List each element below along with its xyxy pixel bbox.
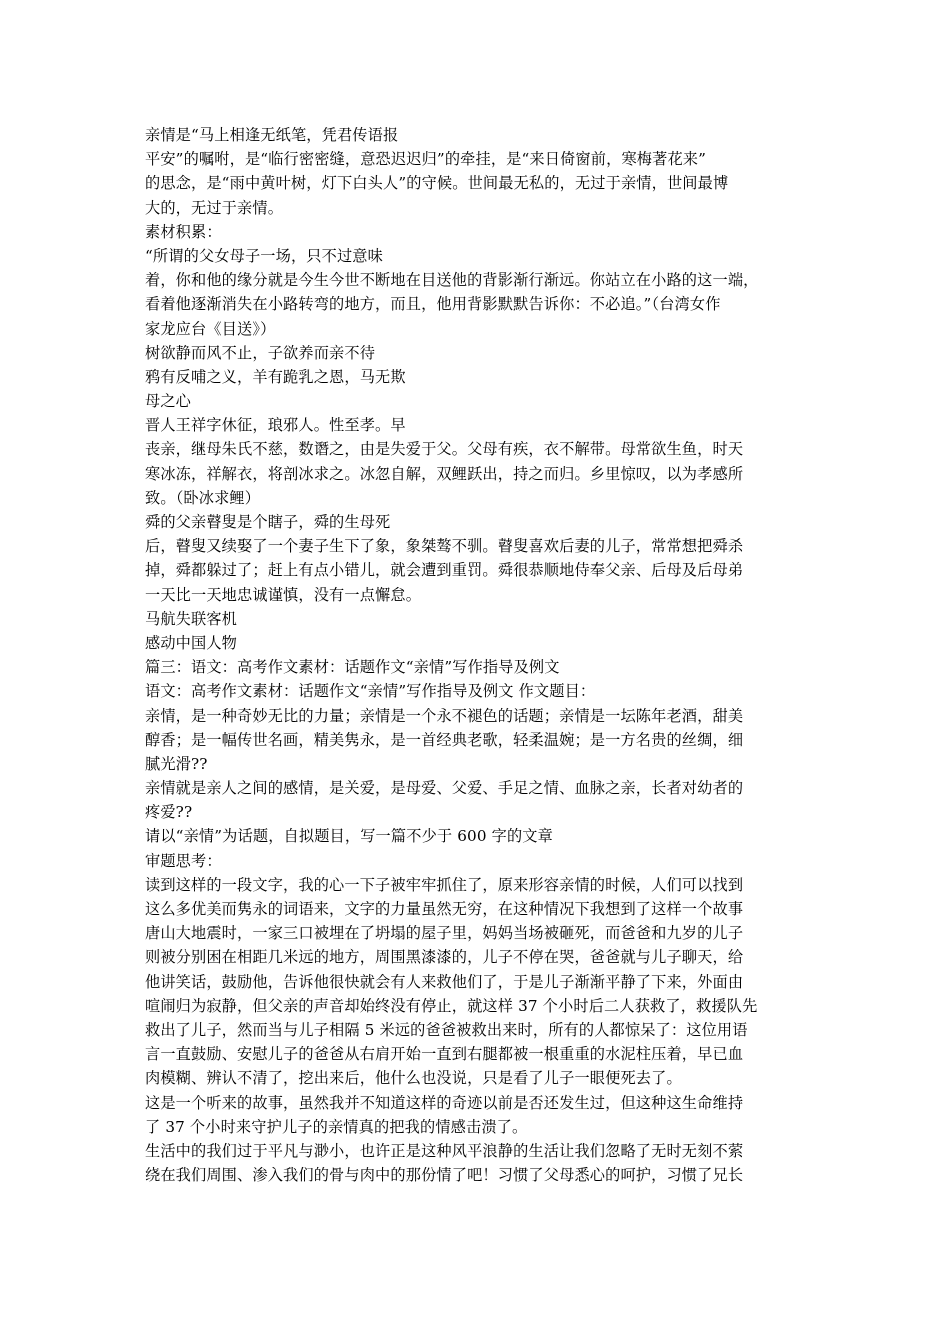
text-line: 读到这样的一段文字，我的心一下子被牢牢抓住了，原来形容亲情的时候，人们可以找到 xyxy=(145,875,744,894)
text-line: 丧亲，继母朱氏不慈，数谮之，由是失爱于父。父母有疾，衣不解带。母常欲生鱼，时天 xyxy=(145,440,744,459)
text-line: 唐山大地震时，一家三口被埋在了坍塌的屋子里，妈妈当场被砸死，而爸爸和九岁的儿子 xyxy=(145,924,744,943)
text-line: 鸦有反哺之义，羊有跪乳之恩，马无欺 xyxy=(145,367,406,386)
text-line: 舜的父亲瞽叟是个瞎子，舜的生母死 xyxy=(145,513,391,531)
text-line: 亲情是“马上相逢无纸笔，凭君传语报 xyxy=(145,126,399,144)
text-line: 这是一个听来的故事，虽然我并不知道这样的奇迹以前是否还发生过，但这种这生命维持 xyxy=(145,1093,744,1112)
text-line: 家龙应台《目送》） xyxy=(145,319,276,338)
text-line: 大的，无过于亲情。 xyxy=(145,198,284,217)
text-line: 寒冰冻，祥解衣，将剖冰求之。冰忽自解，双鲤跃出，持之而归。乡里惊叹，以为孝感所 xyxy=(145,464,744,483)
text-line: 这么多优美而隽永的词语来，文字的力量虽然无穷，在这种情况下我想到了这样一个故事 xyxy=(145,900,744,918)
text-line: “所谓的父女母子一场，只不过意味 xyxy=(145,246,383,265)
text-line: 请以“亲情”为话题，自拟题目，写一篇不少于 600 字的文章 xyxy=(145,827,553,846)
text-line: 感动中国人物 xyxy=(145,633,238,652)
text-line: 醇香；是一幅传世名画，精美隽永，是一首经典老歌，轻柔温婉；是一方名贵的丝绸，细 xyxy=(145,730,744,749)
text-line: 疼爱?? xyxy=(145,803,193,822)
text-line: 致。（卧冰求鲤） xyxy=(145,488,261,507)
text-line: 绕在我们周围、渗入我们的骨与肉中的那份情了吧！习惯了父母悉心的呵护，习惯了兄长 xyxy=(145,1166,744,1185)
text-line: 了 37 个小时来守护儿子的亲情真的把我的情感击溃了。 xyxy=(145,1117,528,1136)
text-line: 肉模糊、辨认不清了，挖出来后，他什么也没说，只是看了儿子一眼便死去了。 xyxy=(145,1069,682,1088)
text-line: 亲情，是一种奇妙无比的力量；亲情是一个永不褪色的话题；亲情是一坛陈年老酒，甜美 xyxy=(145,706,744,725)
text-line: 着，你和他的缘分就是今生今世不断地在目送他的背影渐行渐远。你站立在小路的这一端， xyxy=(145,271,759,290)
document-text-body xyxy=(145,123,813,1187)
text-line: 平安”的嘱咐，是“临行密密缝，意恐迟迟归”的牵挂，是“来日倚窗前，寒梅著花来” xyxy=(145,150,707,169)
text-line: 语文：高考作文素材：话题作文“亲情”写作指导及例文 作文题目： xyxy=(145,682,596,701)
text-line: 掉，舜都躲过了；赶上有点小错儿，就会遭到重罚。舜很恭顺地侍奉父亲、后母及后母弟 xyxy=(145,561,744,580)
text-line: 晋人王祥字休征，琅邪人。性至孝。早 xyxy=(145,416,406,435)
text-line: 马航失联客机 xyxy=(145,609,238,628)
text-line: 树欲静而风不止，子欲养而亲不待 xyxy=(145,343,376,362)
text-line: 言一直鼓励、安慰儿子的爸爸从右肩开始一直到右腿都被一根重重的水泥柱压着，早已血 xyxy=(145,1045,744,1064)
text-line: 腻光滑?? xyxy=(145,754,208,773)
text-line: 审题思考： xyxy=(145,851,222,870)
text-line: 看着他逐渐消失在小路转弯的地方，而且，他用背影默默告诉你：不必追。”（台湾女作 xyxy=(145,295,721,314)
text-line: 则被分别困在相距几米远的地方，周围黑漆漆的，儿子不停在哭，爸爸就与儿子聊天，给 xyxy=(145,948,744,967)
text-line: 他讲笑话，鼓励他，告诉他很快就会有人来救他们了，于是儿子渐渐平静了下来，外面由 xyxy=(145,972,744,991)
text-line: 后，瞽叟又续娶了一个妻子生下了象，象桀骜不驯。瞽叟喜欢后妻的儿子，常常想把舜杀 xyxy=(145,537,744,556)
text-line: 救出了儿子，然而当与儿子相隔 5 米远的爸爸被救出来时，所有的人都惊呆了：这位用语 xyxy=(145,1020,748,1039)
text-line: 母之心 xyxy=(145,392,192,411)
text-line: 生活中的我们过于平凡与渺小，也许正是这种风平浪静的生活让我们忽略了无时无刻不萦 xyxy=(145,1141,744,1160)
text-line: 的思念，是“雨中黄叶树，灯下白头人”的守候。世间最无私的，无过于亲情，世间最博 xyxy=(145,174,729,193)
text-line: 亲情就是亲人之间的感情，是关爱，是母爱、父爱、手足之情、血脉之亲，长者对幼者的 xyxy=(145,779,744,798)
text-line: 一天比一天地忠诚谨慎，没有一点懈怠。 xyxy=(145,585,422,604)
text-line: 喧闹归为寂静，但父亲的声音却始终没有停止，就这样 37 个小时后二人获救了，救援队先 xyxy=(145,996,758,1015)
text-line: 素材积累： xyxy=(145,222,222,241)
text-line: 篇三：语文：高考作文素材：话题作文“亲情”写作指导及例文 xyxy=(145,658,560,677)
